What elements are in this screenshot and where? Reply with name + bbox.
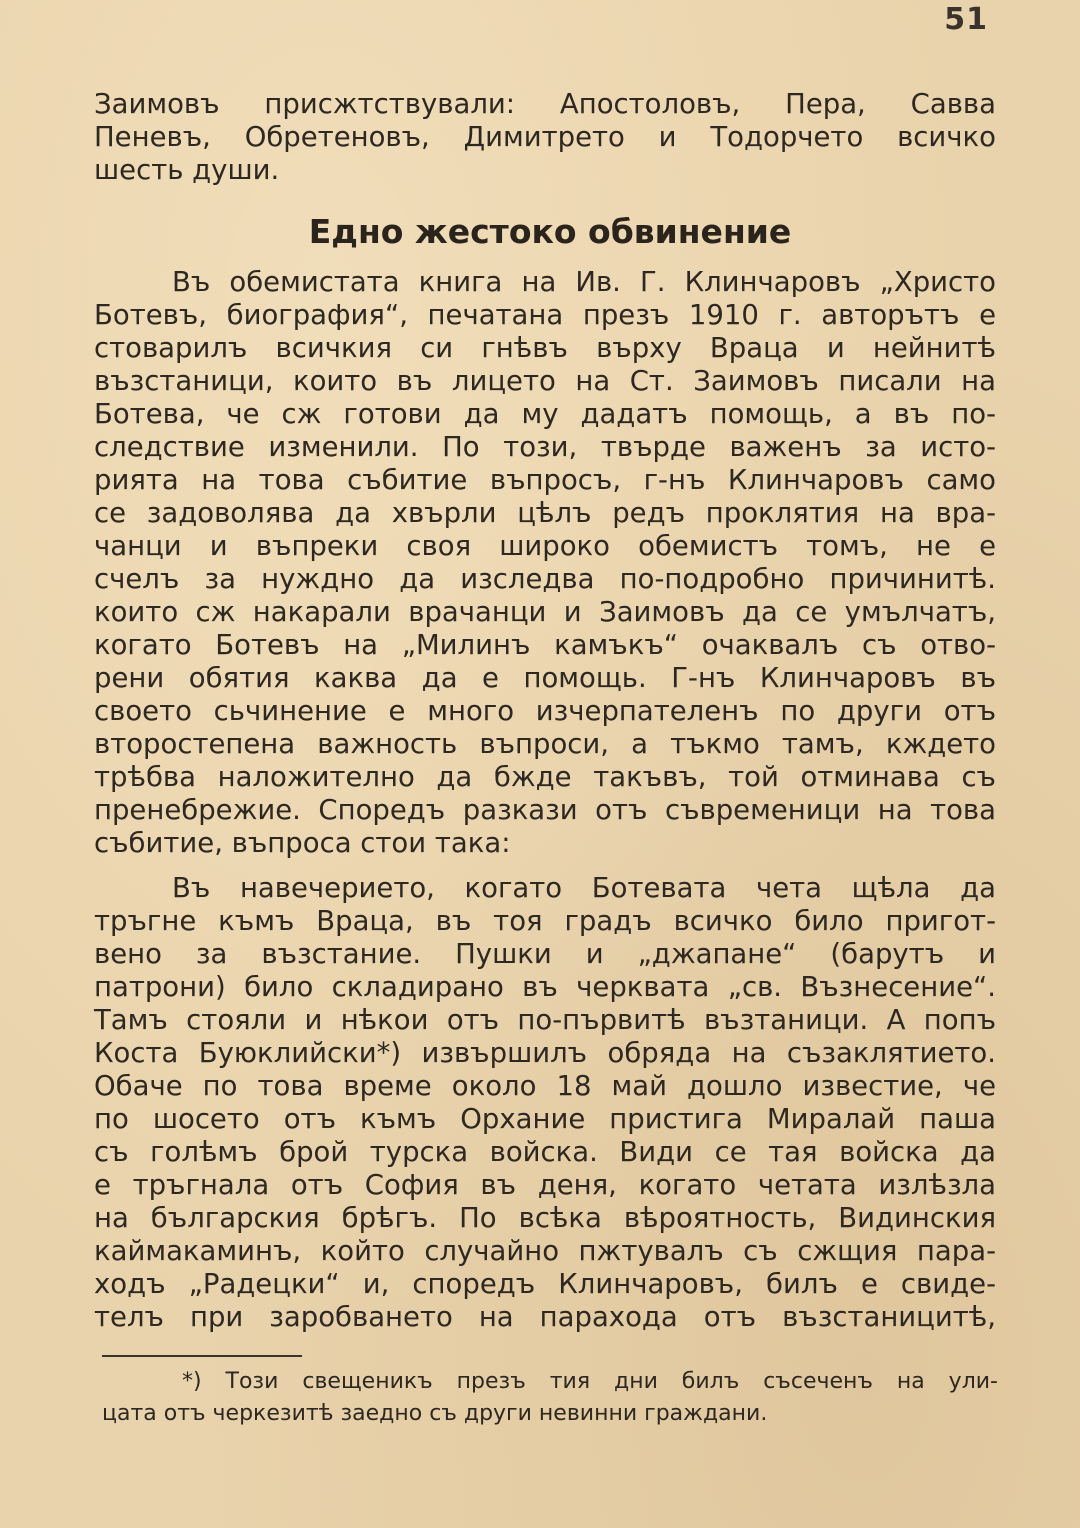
text-line: стоварилъ всичкия си гнѣвъ върху Враца и нейнитѣ (94, 332, 996, 364)
text-line: тръгне къмъ Враца, въ тоя градъ всичко било пригот- (94, 905, 996, 937)
text-line: Пеневъ, Обретеновъ, Димитрето и Тодорчето всичко (94, 121, 996, 153)
footnote-divider (102, 1355, 302, 1357)
section-heading: Едно жестоко обвинение (308, 212, 792, 251)
text-line: рени обятия каква да е помощь. Г-нъ Клинчаровъ въ (94, 662, 996, 694)
text-line: своето сьчинение е много изчерпателенъ по други отъ (94, 695, 996, 727)
text-line: възстаници, които въ лицето на Ст. Заимовъ писали на (94, 365, 996, 397)
text-line: вено за възстание. Пушки и „джапане“ (барутъ и (94, 938, 996, 970)
paragraph-2 (94, 872, 996, 1334)
text-line: е тръгнала отъ София въ деня, когато четата излѣзла (94, 1169, 996, 1201)
text-line: ходъ „Радецки“ и, споредъ Клинчаровъ, билъ е свиде- (94, 1268, 996, 1300)
intro-paragraph (94, 88, 996, 187)
text-line: Обаче по това време около 18 май дошло известие, че (94, 1070, 996, 1102)
text-line: се задоволява да хвърли цѣлъ редъ проклятия на вра- (94, 497, 996, 529)
text-line: пренебрежие. Споредъ разкази отъ съвременици на това (94, 794, 996, 826)
text-line: Ботева, че сж готови да му дадатъ помощь, а въ по- (94, 398, 996, 430)
text-line: патрони) било складирано въ черквата „св. Възнесение“. (94, 971, 996, 1003)
footnote-line: цата отъ черкезитѣ заедно съ други невинни граждани. (102, 1401, 768, 1426)
text-line: съ голѣмъ брой турска войска. Види се тая войска да (94, 1136, 996, 1168)
text-line: каймакаминъ, който случайно пжтувалъ съ сжщия пара- (94, 1235, 996, 1267)
text-line: на българския брѣгъ. По всѣка вѣроятность, Видинския (94, 1202, 996, 1234)
text-line: следствие изменили. По този, твърде важенъ за исто- (94, 431, 996, 463)
page-number: 51 (944, 2, 988, 37)
text-line: чанци и въпреки своя широко обемистъ томъ, не е (94, 530, 996, 562)
text-line: по шосето отъ къмъ Орхание пристига Миралай паша (94, 1103, 996, 1135)
text-line: когато Ботевъ на „Милинъ камъкъ“ очаквалъ съ отво- (94, 629, 996, 661)
text-line: второстепена важность въпроси, а тъкмо тамъ, кждето (94, 728, 996, 760)
text-line: шесть души. (94, 154, 280, 186)
text-line: трѣбва наложително да бжде такъвъ, той отминава съ (94, 761, 996, 793)
text-line: Въ обемистата книга на Ив. Г. Клинчаровъ „Христо (172, 266, 996, 298)
text-line: Тамъ стояли и нѣкои отъ по-първитѣ възтаници. А попъ (94, 1004, 996, 1036)
footnote (102, 1366, 998, 1430)
text-line: рията на това събитие въпросъ, г-нъ Клинчаровъ само (94, 464, 996, 496)
footnote-line: *) Този свещеникъ презъ тия дни билъ съсеченъ на ули- (182, 1369, 998, 1394)
text-line: телъ при заробването на парахода отъ възстаницитѣ, (94, 1301, 996, 1333)
text-line: които сж накарали врачанци и Заимовъ да се умълчатъ, (94, 596, 996, 628)
text-line: Въ навечерието, когато Ботевата чета щѣла да (172, 872, 996, 904)
text-line: Заимовъ присжтствували: Апостоловъ, Пера, Савва (94, 88, 996, 120)
text-line: Ботевъ, биография“, печатана презъ 1910 г. авторътъ е (94, 299, 996, 331)
text-line: счелъ за нуждно да изследва по-подробно причинитѣ. (94, 563, 996, 595)
text-line: Коста Буюклийски*) извършилъ обряда на съзаклятието. (94, 1037, 996, 1069)
text-line: събитие, въпроса стои така: (94, 827, 511, 859)
paragraph-1 (94, 266, 996, 860)
